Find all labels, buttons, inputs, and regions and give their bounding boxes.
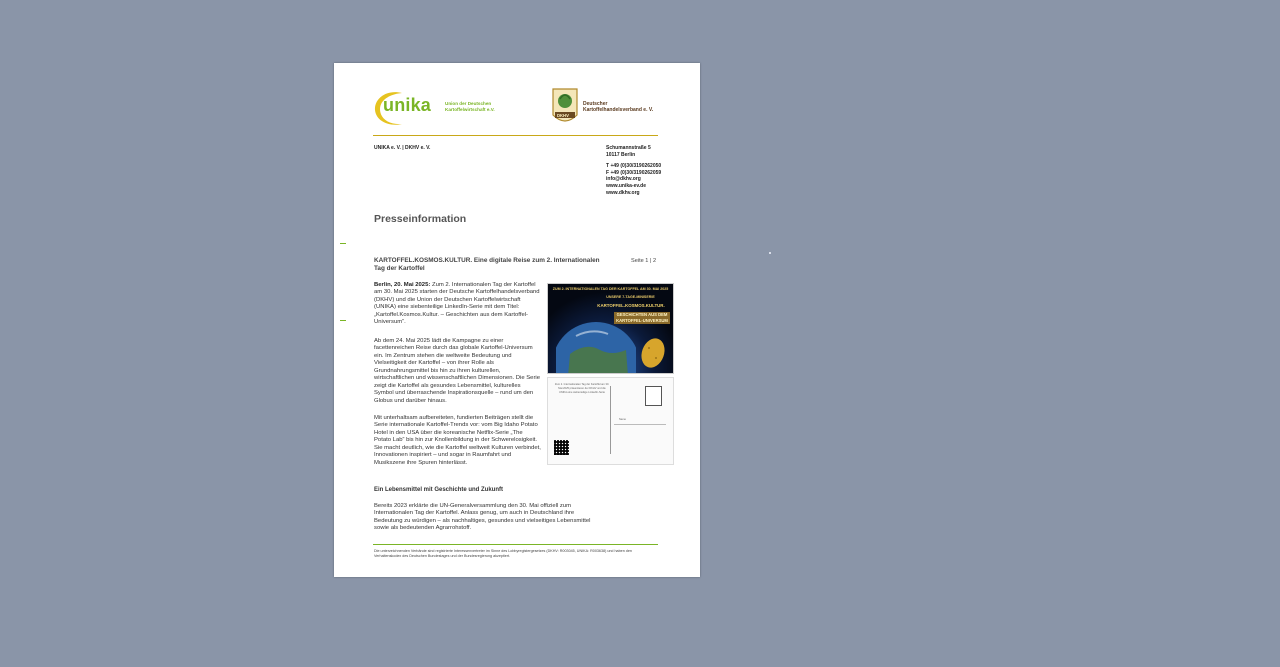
dateline: Berlin, 20. Mai 2025: [374,282,431,288]
address-phone: T +49 (0)30/3190262050 [606,163,662,170]
paragraph-2: Ab dem 24. Mai 2025 lädt die Kampagne zu einer facettenreichen Reise durch das globale Kartoffel-Universum ein. Im Zentrum stehen die weltweite Bedeutung und Vielseitigkeit der Kartoffel – von ihrer Rolle als Grundnahrungsmittel bis hin zu ihren kulturellen, wirtschaftlichen und wissenschaftlichen Dimensionen. Die Serie zeigt die Kartoffel als gesundes Lebensmittel, kulturelles Symbol und überraschende Inspirationsquelle – rund um den Globus und darüber hinaus. [374,338,540,404]
earth-globe-icon [556,306,636,374]
unika-logo [372,87,444,129]
postcard-title-line1: ZUM 2. INTERNATIONALEN TAG DER KARTOFFEL AM 30. MAI 2025 [552,287,669,291]
postcard-stamp-box [645,386,662,406]
footer-rule [373,544,658,545]
postcard-title-main: KARTOFFEL.KOSMOS.KULTUR. [597,303,665,308]
doc-type-heading: Presseinformation [374,213,467,225]
address-block [606,145,686,196]
press-headline: KARTOFFEL.KOSMOS.KULTUR. Eine digitale Reise zum 2. Internationalen Tag der Kartoffel [374,257,600,272]
intro-text: Zum 2. Internationalen Tag der Kartoffel am 30. Mai 2025 starten der Deutsche Kartoffelhandelsverband (DKHV) und die Union der Deutschen Kartoffelwirtschaft (UNIKA) eine siebenteilige LinkedIn-Serie mit dem Titel: „Kartoffel.Kosmos.Kultur. – Geschichten aus dem Kartoffel-Universum“. [374,282,540,326]
margin-mark-bottom [340,320,346,321]
postcard-front-image [547,283,674,374]
intro-paragraph [374,282,541,327]
qr-code-icon [554,440,569,455]
dkhv-logo [550,87,580,127]
unika-logo-text: unika [383,95,432,115]
paragraph-4: Bereits 2023 erklärte die UN-Generalversammlung den 30. Mai offiziell zum Internationalen Tag der Kartoffel. Anlass genug, um auch in Deutschland ihre Bedeutung zu würdigen – als nachhaltiges, gesundes und vielseitiges Lebensmittel sowie als bedeutenden Agrarrohstoff. [374,503,591,532]
postcard-name-label: Name [619,418,626,421]
postcard-back-text: Zum 2. Internationalen Tag der Kartoffel am 30. Mai 2025 präsentieren der DKHV und die UNIKA eine siebenteilige LinkedIn-Serie [554,383,610,394]
address-web-unika: www.unika-ev.de [606,182,647,189]
unika-subtitle: Union der Deutschen Kartoffelwirtschaft e.V. [445,101,495,112]
postcard-address-lines [614,424,666,425]
header-rule [373,135,658,136]
footer-note: Die unterzeichnenden Verbände sind registrierte Interessenvertreter im Sinne des Lobbyregistergesetzes (DKHV: R003045, UNIKA: R003638) und haben den Verhaltenskodex des Deutschen Bundestages und der Bundesregierung akzeptiert. [374,549,632,558]
postcard-banner: GESCHICHTEN AUS DEM KARTOFFEL-UNIVERSUM [614,312,670,324]
postcard-title-line2: UNSERE 7-TAGE-MINISERIE [606,295,655,299]
postcard-divider [610,386,611,454]
postcard-back-image [547,377,674,465]
sender-line: UNIKA e. V. | DKHV e. V. [374,145,431,151]
address-fax: F +49 (0)30/3190262059 [606,169,662,176]
dkhv-subtitle: Deutscher Kartoffelhandelsverband e. V. [583,101,654,113]
margin-mark-top [340,243,346,244]
address-street: Schumannstraße 5 [606,145,651,151]
dkhv-badge-text: DKHV [557,113,569,118]
section-subheading: Ein Lebensmittel mit Geschichte und Zukunft [374,487,504,493]
address-city: 10117 Berlin [606,151,636,158]
potato-icon [638,336,668,370]
address-web-dkhv: www.dkhv.org [606,189,640,196]
paragraph-3: Mit unterhaltsam aufbereiteten, fundierten Beiträgen stellt die Serie internationale Kartoffel-Trends vor: vom Big Idaho Potato Hotel in den USA über die koreanische Netflix-Serie „The Potato Lab“ bis hin zur Knollenbildung in der Schwerelosigkeit. Sie macht deutlich, wie die Kartoffel weltweit Kulturen verbindet, Innovationen inspiriert – und sogar in Raumfahrt und Musikszene ihre Spuren hinterlässt. [374,415,541,466]
page-number: Seite 1 | 2 [631,258,657,264]
cursor-dot [769,252,771,254]
dkhv-crest-icon [550,87,580,127]
address-email: info@dkhv.org [606,176,641,183]
document-page [334,63,700,577]
